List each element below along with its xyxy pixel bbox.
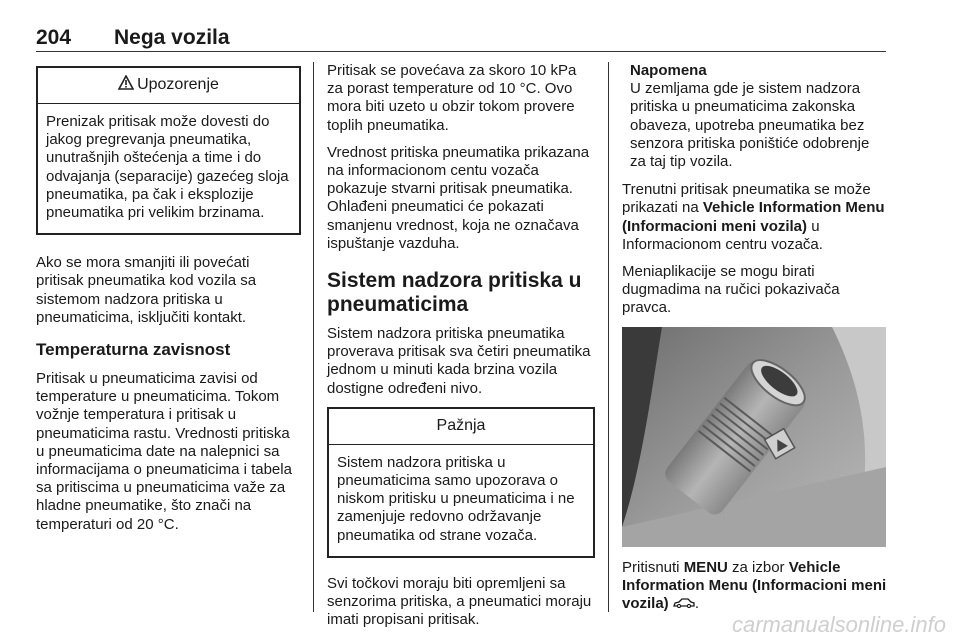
caution-text: Sistem nadzora pritiska u pneumaticima samo upozorava o niskom pritisku u pneumaticima i ne zamenjuje redovno održavanje pneumatika od strane vozača. [337,453,575,544]
text-run: u Informacionom centru vozača. [622,217,823,253]
warning-box-header [38,68,299,104]
page-title: Nega vozila [114,26,230,49]
column-3 [622,62,887,622]
menu-button-name: MENU [683,558,728,576]
caution-title: Pažnja [329,409,593,445]
text-run: Pritisnuti [622,558,684,576]
note-title: Napomena [630,62,707,79]
warning-title: Upozorenje [137,76,219,94]
paragraph: Svi točkovi moraju biti opremljeni sa senzorima pritiska, a pneumatici moraju imati propisani pritisak. [327,574,592,629]
text-run: za izbor [727,558,789,576]
menu-name: Vehicle Information Menu (Informacioni meni vozila) [622,558,887,613]
column-divider [608,62,609,612]
page-number: 204 [36,26,72,49]
paragraph: Vrednost pritiska pneumatika prikazana na informacionom centu vozača pokazuje stvarni pritisak pneumatika. Ohlađeni pneumatici će pokazati smanjenu vrednost, koja ne označava ispuštanje vazduha. [327,143,590,252]
text-run: Trenutni pritisak pneumatika se može prikazati na [622,181,871,217]
note-block [622,62,887,171]
paragraph: Sistem nadzora pritiska pneumatika proverava pritisak sva četiri pneumatika jednom u minuti kada brzina vozila dostigne određeni nivo. [327,325,591,397]
paragraph: Pritisak u pneumaticima zavisi od temperature u pneumaticima. Tokom vožnje temperatura i pritisak u pneumaticima rastu. Vrednosti pritiska u pneumaticima date na nalepnici sa informacijama o pneumaticima i tabela sa pritiscima u pneumaticima važe za hladne pneumatike, što znači na temperaturi od 20 °C. [36,370,292,533]
paragraph: Pritisak se povećava za skoro 10 kPa za porast temperature od 10 °C. Ovo mora biti uzeto u obzir tokom provere toplih pneumatika. [327,62,577,134]
watermark: carmanualsonline.info [731,612,946,637]
menu-name: Vehicle Information Menu (Informacioni meni vozila) [622,199,885,235]
page-header [36,26,886,52]
header-rule [36,51,886,52]
warning-text: Prenizak pritisak može dovesti do jakog pregrevanja pneumatika, unutrašnjih oštećenja a time i do odvajanja (separacije) gazećeg sloja pneumatika, pa čak i eksplozije pneumatika pri velikim brzinama. [46,113,289,222]
paragraph: Meniaplikacije se mogu birati dugmadima na ručici pokazivača pravca. [622,263,840,317]
text-run: . [694,595,700,613]
column-2 [327,62,595,638]
warning-box [36,66,301,235]
section-heading: Temperaturna zavisnost [36,340,231,360]
paragraph [622,559,887,614]
warning-triangle-icon [118,75,134,95]
column-1 [36,62,301,543]
paragraph: Ako se mora smanjiti ili povećati pritisak pneumatika kod vozila sa sistemom nadzora pritiska u pneumaticima, isključiti kontakt. [36,254,257,326]
column-divider [313,62,314,612]
paragraph [622,181,887,254]
car-icon [673,595,695,613]
note-text: U zemljama gde je sistem nadzora pritiska u pneumaticima zakonska obaveza, upotreba pneumatika bez senzora pritiska poništiće odobrenje za taj tip vozila. [630,80,870,171]
caution-box [327,407,595,558]
section-heading: Sistem nadzora pritiska u pneumaticima [327,269,582,317]
turn-signal-lever-photo [622,327,886,547]
